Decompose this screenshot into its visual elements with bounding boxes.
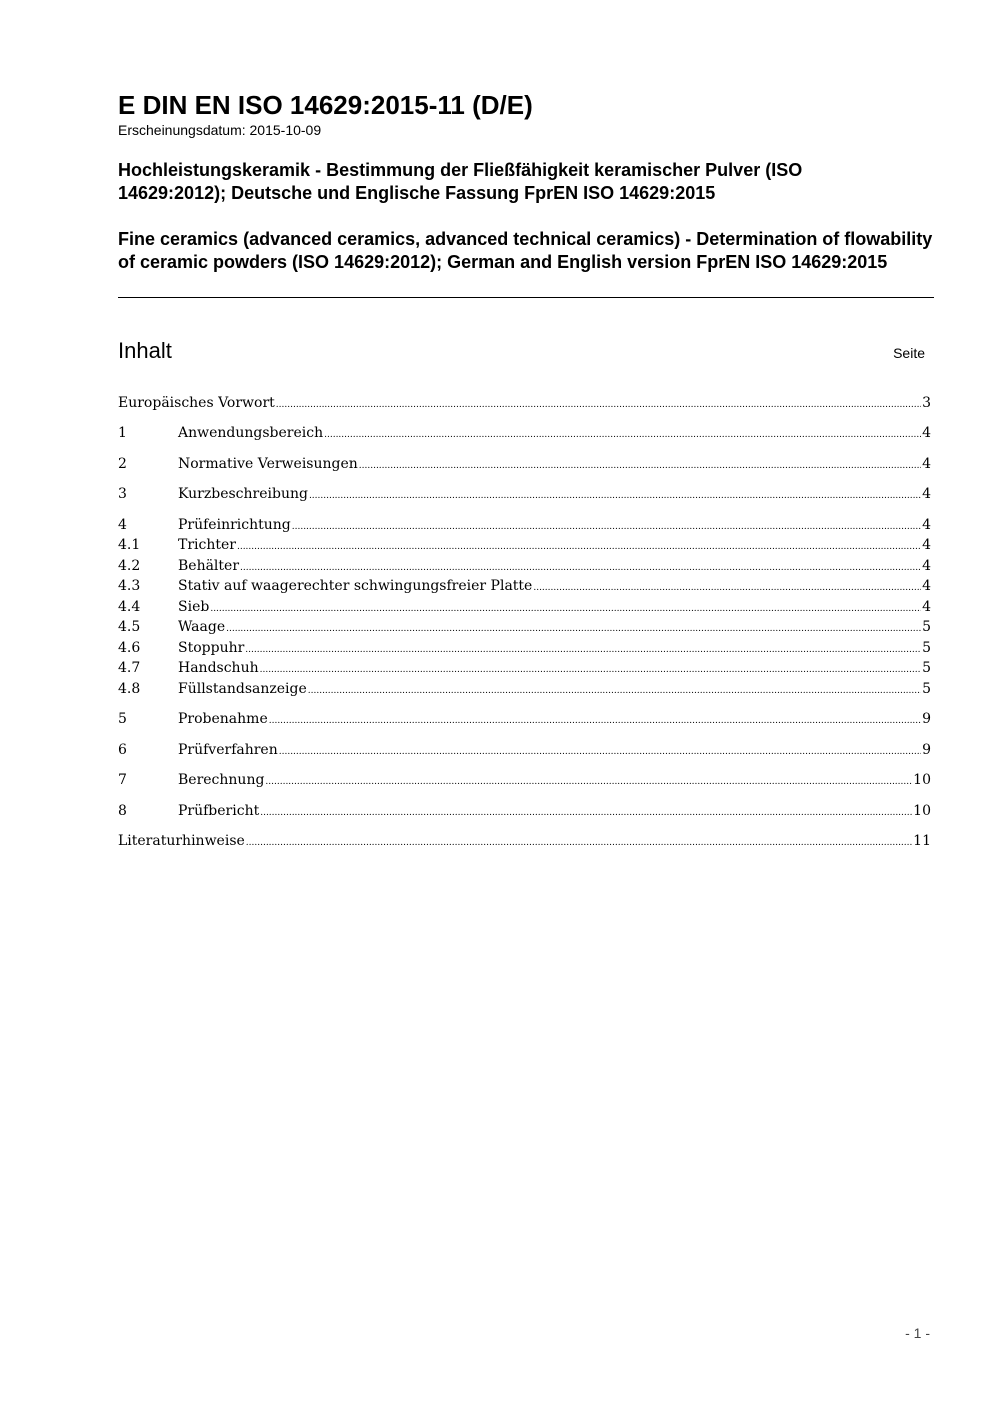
- toc-entry-number: 6: [118, 742, 127, 758]
- toc-entry-title: Prüfverfahren: [178, 742, 278, 758]
- toc-entry-title: Stoppuhr: [178, 640, 245, 656]
- toc-entry-page: 4: [922, 558, 931, 574]
- toc-entry-page: 10: [913, 772, 931, 788]
- toc-entry-number: 4.6: [118, 640, 141, 656]
- toc-entry-4[interactable]: [118, 517, 931, 537]
- toc-entry-number: 8: [118, 803, 127, 819]
- toc-entry-page: 4: [922, 578, 931, 594]
- toc-leader-dots: [324, 430, 921, 440]
- toc-leader-dots: [245, 645, 921, 655]
- toc-entry-1[interactable]: [118, 425, 931, 445]
- toc-entry-title: Anwendungsbereich: [178, 425, 324, 441]
- toc-leader-dots: [210, 604, 921, 614]
- toc-entry-page: 9: [922, 742, 931, 758]
- toc-entry-page: 5: [922, 619, 931, 635]
- toc-entry-page: 5: [922, 640, 931, 656]
- toc-entry-page: 4: [922, 537, 931, 553]
- toc-entry-number: 7: [118, 772, 127, 788]
- toc-entry-6[interactable]: [118, 742, 931, 762]
- title-english: Fine ceramics (advanced ceramics, advanced technical ceramics) - Determination of flowability of ceramic powders (ISO 14629:2012); German and English version FprEN ISO 14629:2015: [118, 229, 933, 272]
- toc-leader-dots: [292, 522, 921, 532]
- document-id: E DIN EN ISO 14629:2015-11 (D/E): [118, 90, 533, 120]
- toc-leader-dots: [308, 686, 921, 696]
- toc-entry-4-5[interactable]: [118, 619, 931, 639]
- toc-entry-title: Handschuh: [178, 660, 259, 676]
- toc-entry-5[interactable]: [118, 711, 931, 731]
- toc-entry-4-8[interactable]: [118, 681, 931, 701]
- toc-heading: Inhalt: [118, 338, 172, 363]
- toc-entry-4-2[interactable]: [118, 558, 931, 578]
- toc-entry-number: 4.1: [118, 537, 141, 553]
- toc-entry-page: 4: [922, 599, 931, 615]
- toc-leader-dots: [246, 838, 912, 848]
- toc-entry-page: 3: [922, 395, 931, 411]
- toc-entry-4-6[interactable]: [118, 640, 931, 660]
- header-divider: [118, 297, 934, 298]
- page-number: - 1 -: [905, 1325, 930, 1341]
- toc-entry-title: Füllstandsanzeige: [178, 681, 307, 697]
- toc-entry-page: 9: [922, 711, 931, 727]
- toc-leader-dots: [240, 563, 921, 573]
- toc-entry-page: 4: [922, 517, 931, 533]
- toc-entry-4-7[interactable]: [118, 660, 931, 680]
- toc-entry-number: 4.7: [118, 660, 141, 676]
- toc-entry-title: Behälter: [178, 558, 240, 574]
- toc-leader-dots: [265, 777, 912, 787]
- toc-entry-title: Probenahme: [178, 711, 268, 727]
- toc-entry-bibliography[interactable]: [118, 833, 931, 853]
- toc-entry-number: 4: [118, 517, 127, 533]
- toc-entry-title: Waage: [178, 619, 226, 635]
- toc-entry-page: 11: [913, 833, 931, 849]
- toc-entry-number: 3: [118, 486, 127, 502]
- toc-page-label: Seite: [893, 345, 925, 361]
- toc-leader-dots: [260, 665, 921, 675]
- toc-entry-title: Literaturhinweise: [118, 833, 245, 849]
- toc-entry-number: 1: [118, 425, 127, 441]
- toc-entry-page: 10: [913, 803, 931, 819]
- toc-leader-dots: [276, 400, 921, 410]
- toc-entry-4-3[interactable]: [118, 578, 931, 598]
- toc-entry-number: 5: [118, 711, 127, 727]
- toc-entry-title: Europäisches Vorwort: [118, 395, 275, 411]
- toc-entry-page: 4: [922, 456, 931, 472]
- toc-leader-dots: [309, 491, 921, 501]
- toc-entry-number: 2: [118, 456, 127, 472]
- toc-entry-foreword[interactable]: [118, 395, 931, 415]
- toc-leader-dots: [279, 747, 921, 757]
- toc-entry-4-1[interactable]: [118, 537, 931, 557]
- toc-entry-number: 4.4: [118, 599, 141, 615]
- toc-leader-dots: [269, 716, 921, 726]
- toc-entry-4-4[interactable]: [118, 599, 931, 619]
- toc-entry-title: Prüfeinrichtung: [178, 517, 291, 533]
- toc-entry-number: 4.8: [118, 681, 141, 697]
- toc-entry-title: Trichter: [178, 537, 236, 553]
- toc-entry-title: Kurzbeschreibung: [178, 486, 308, 502]
- toc-entry-page: 5: [922, 681, 931, 697]
- toc-entry-3[interactable]: [118, 486, 931, 506]
- toc-entry-2[interactable]: [118, 456, 931, 476]
- toc-leader-dots: [260, 808, 912, 818]
- toc-entry-7[interactable]: [118, 772, 931, 792]
- toc-entry-title: Normative Verweisungen: [178, 456, 358, 472]
- toc-entry-page: 4: [922, 486, 931, 502]
- publication-date: Erscheinungsdatum: 2015-10-09: [118, 122, 322, 138]
- toc-entry-number: 4.3: [118, 578, 141, 594]
- toc-entry-title: Stativ auf waagerechter schwingungsfreier Platte: [178, 578, 533, 594]
- title-german: Hochleistungskeramik - Bestimmung der Fließfähigkeit keramischer Pulver (ISO 14629:2012); Deutsche und Englische Fassung FprEN ISO 14629:2015: [118, 160, 803, 203]
- toc-leader-dots: [237, 542, 921, 552]
- toc-entry-8[interactable]: [118, 803, 931, 823]
- toc-entry-title: Prüfbericht: [178, 803, 260, 819]
- toc-entry-page: 4: [922, 425, 931, 441]
- toc-entry-number: 4.2: [118, 558, 141, 574]
- toc-leader-dots: [359, 461, 921, 471]
- toc-entry-title: Berechnung: [178, 772, 265, 788]
- toc-entry-title: Sieb: [178, 599, 210, 615]
- toc-entry-page: 5: [922, 660, 931, 676]
- toc-entry-number: 4.5: [118, 619, 141, 635]
- toc-leader-dots: [226, 624, 921, 634]
- toc-leader-dots: [533, 583, 921, 593]
